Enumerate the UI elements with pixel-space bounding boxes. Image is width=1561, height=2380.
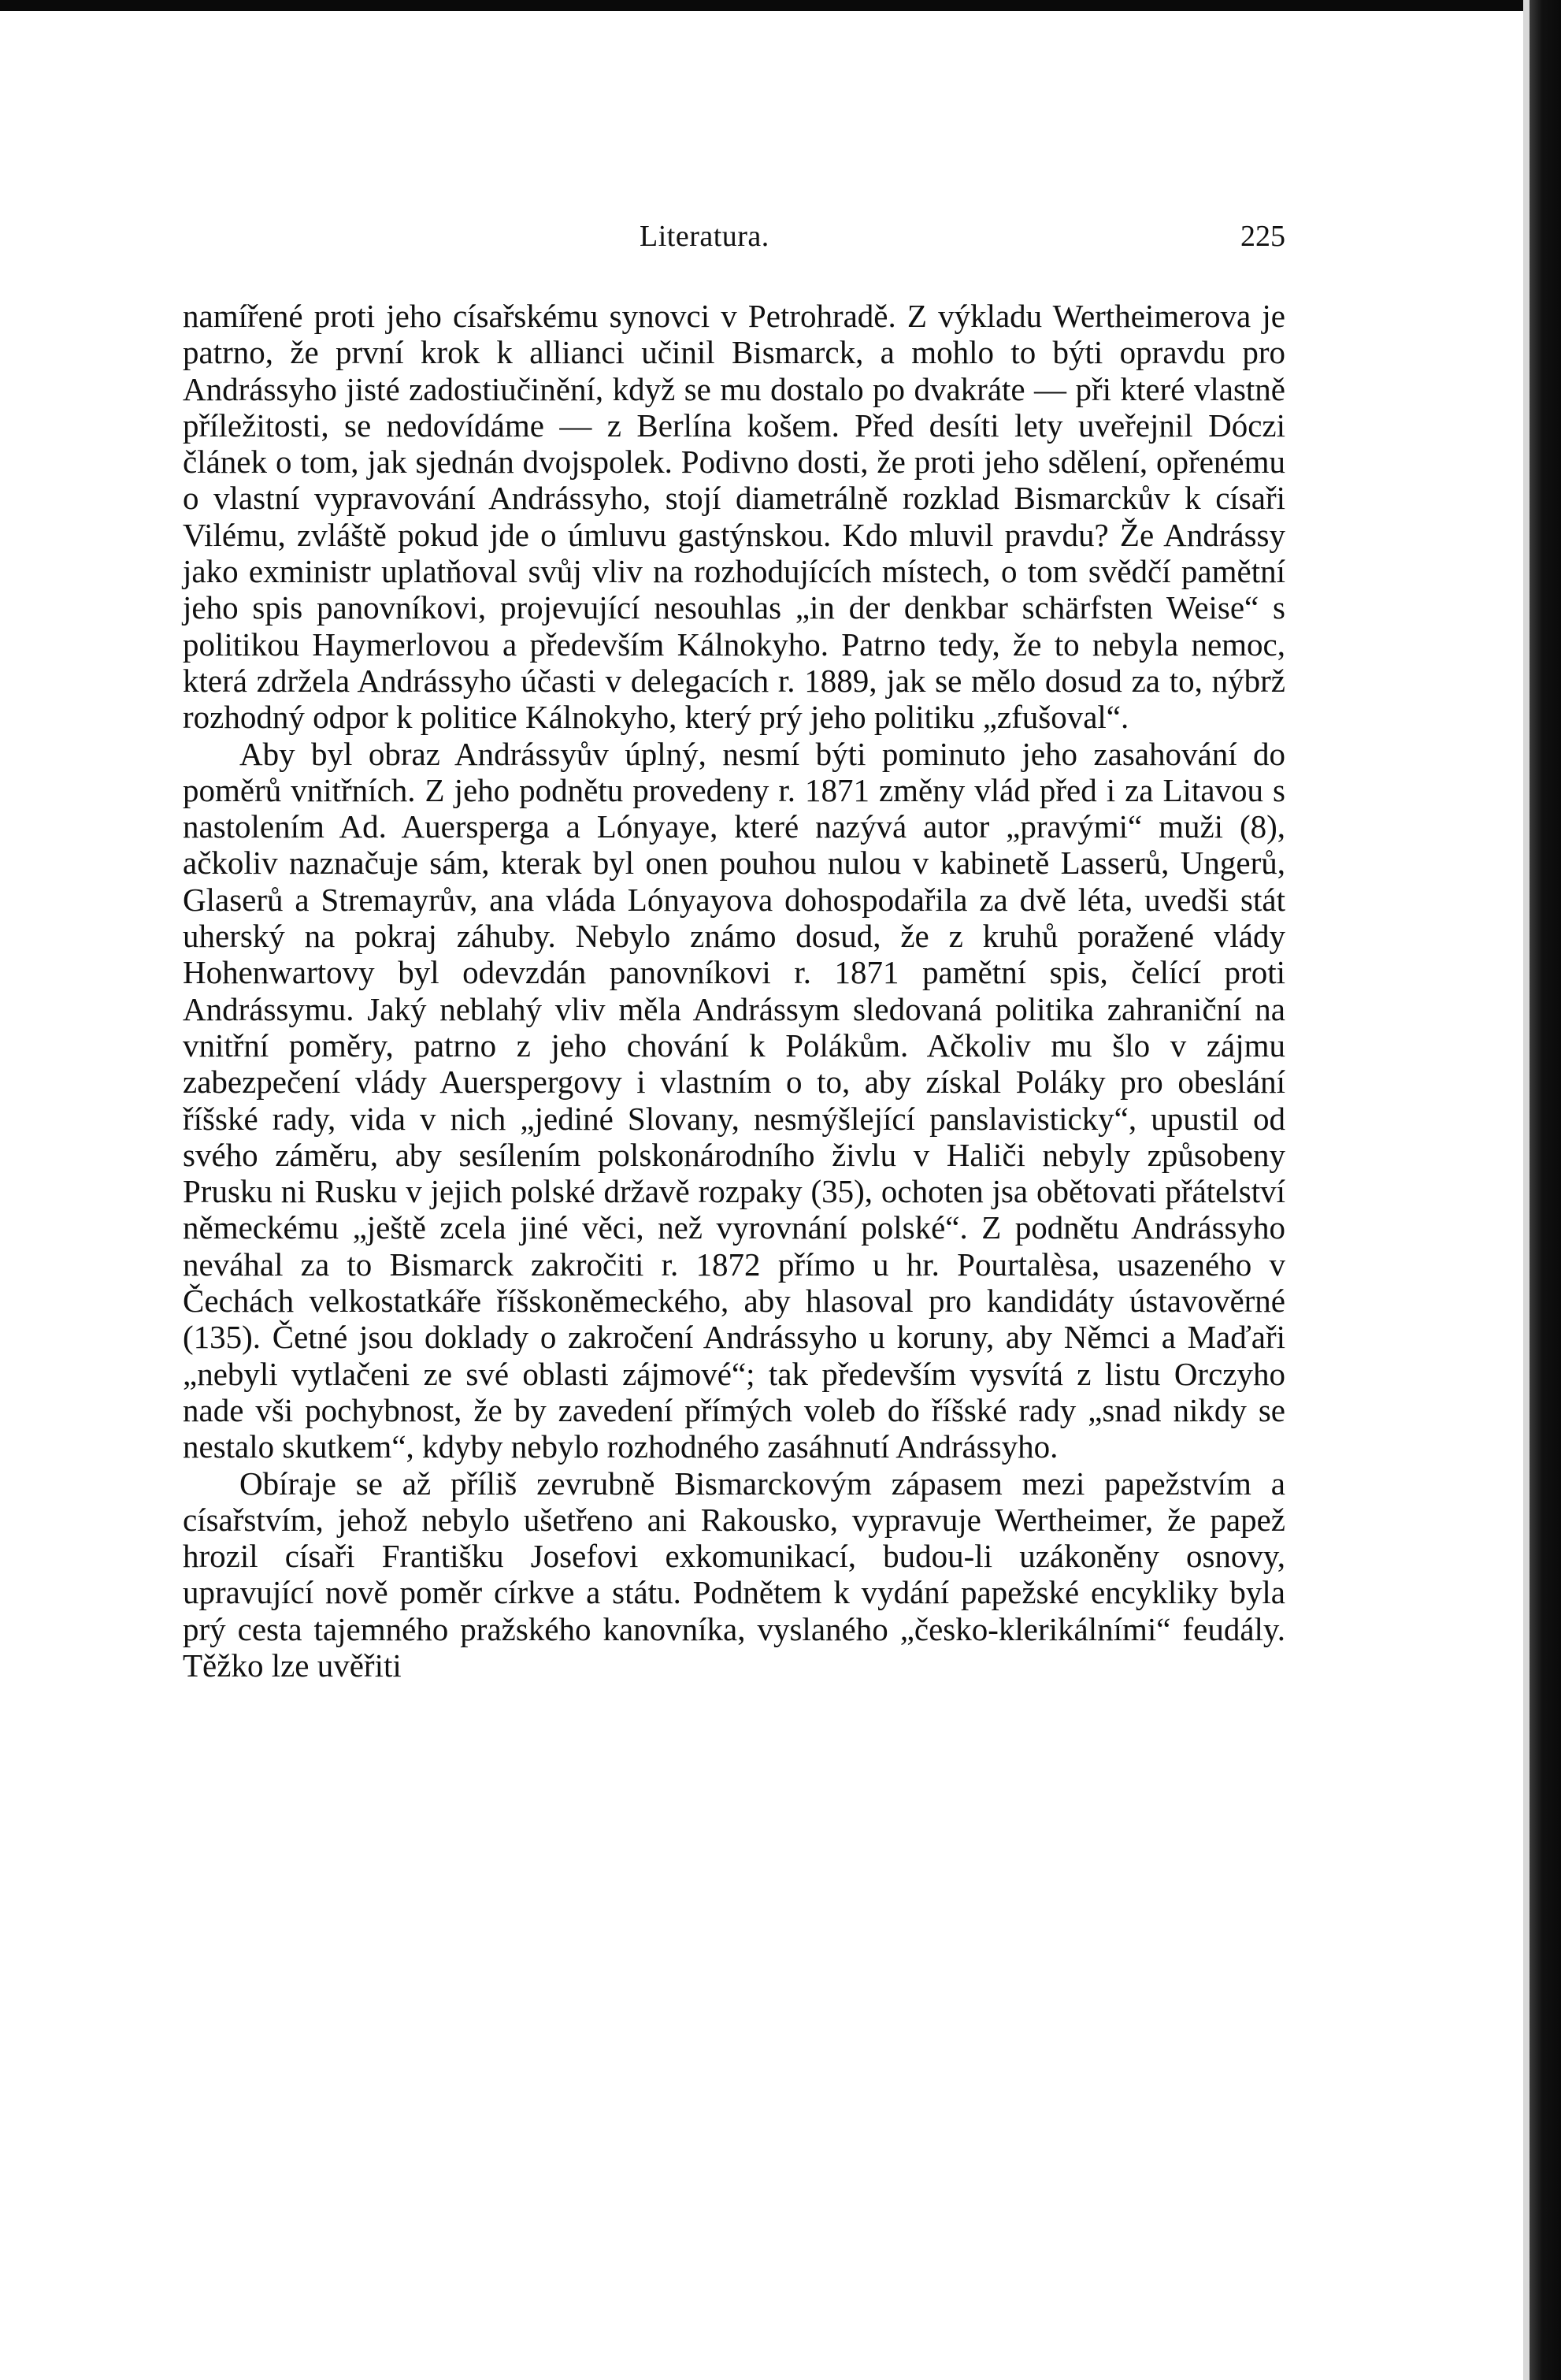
running-head [183, 219, 1285, 258]
scan-top-edge [0, 0, 1561, 11]
paragraph-1: namířené proti jeho císařskému synovci v Petrohradě. Z výkladu Wertheimerova je patrno, že první krok k allianci učinil Bismarck, a mohlo to býti opravdu pro Andrássyho jisté zadostiučinění, když se mu dostalo po dvakráte — při které vlastně příležitosti, se nedovídáme — z Berlína košem. Před desíti lety uveřejnil Dóczi článek o tom, jak sjednán dvojspolek. Podivno dosti, že proti jeho sdělení, opřenému o vlastní vypravování Andrássyho, stojí diametrálně rozklad Bismarckův k císaři Vilému, zvláště pokud jde o úmluvu gastýnskou. Kdo mluvil pravdu? Že Andrássy jako exministr uplatňoval svůj vliv na rozhodujících místech, o tom svědčí pamětní jeho spis panovníkovi, projevující nesouhlas „in der denkbar schärfsten Weise“ s politikou Haymerlovou a především Kálnokyho. Patrno tedy, že to nebyla nemoc, která zdržela Andrássyho účasti v delegacích r. 1889, jak se mělo dosud za to, nýbrž rozhodný odpor k politice Kálnokyho, který prý jeho politiku „zfušoval“. [183, 298, 1285, 736]
page-number: 225 [1240, 220, 1285, 253]
paragraph-3: Obíraje se až příliš zevrubně Bismarckovým zápasem mezi papežstvím a císařstvím, jehož nebylo ušetřeno ani Rakousko, vypravuje Wertheimer, že papež hrozil císaři Františku Josefovi exkomunikací, budou-li uzákoněny osnovy, upravující nově poměr církve a státu. Podnětem k vydání papežské encykliky byla prý cesta tajemného pražského kanovníka, vyslaného „česko-klerikálními“ feudály. Těžko lze uvěřiti [183, 1465, 1285, 1684]
running-title: Literatura. [640, 220, 769, 253]
paragraph-2: Aby byl obraz Andrássyův úplný, nesmí býti pominuto jeho zasahování do poměrů vnitřních. Z jeho podnětu provedeny r. 1871 změny vlád před i za Litavou s nastolením Ad. Auersperga a Lónyaye, které nazývá autor „pravými“ muži (8), ačkoliv naznačuje sám, kterak byl onen pouhou nulou v kabinetě Lasserů, Ungerů, Glaserů a Stremayrův, ana vláda Lónyayova dohospodařila za dvě léta, uvedši stát uherský na pokraj záhuby. Nebylo známo dosud, že z kruhů poražené vlády Hohenwartovy byl odevzdán panovníkovi r. 1871 pamětní spis, čelící proti Andrássymu. Jaký neblahý vliv měla Andrássym sledovaná politika zahraniční na vnitřní poměry, patrno z jeho chování k Polákům. Ačkoliv mu šlo v zájmu zabezpečení vlády Auerspergovy i vlastním o to, aby získal Poláky pro obeslání říšské rady, vida v nich „jediné Slovany, nesmýšlející panslavisticky“, upustil od svého záměru, aby sesílením polskonárodního živlu v Haliči nebyly způsobeny Prusku ni Rusku v jejich polské državě rozpaky (35), ochoten jsa obětovati přátelství německému „ještě zcela jiné věci, než vyrovnání polské“. Z podnětu Andrássyho neváhal za to Bismarck zakročiti r. 1872 přímo u hr. Pourtalèsa, usazeného v Čechách velkostatkáře říšskoněmeckého, aby hlasoval pro kandidáty ústavověrné (135). Četné jsou doklady o zakročení Andrássyho u koruny, aby Němci a Maďaři „nebyli vytlačeni ze své oblasti zájmové“; tak především vysvítá z listu Orczyho nade vši pochybnost, že by zavedení přímých voleb do říšské rady „snad nikdy se nestalo skutkem“, kdyby nebylo rozhodného zasáhnutí Andrássyho. [183, 735, 1285, 1465]
scan-right-edge [1529, 0, 1561, 2380]
body-text [183, 298, 1285, 1684]
scan-right-gap [1523, 0, 1529, 2380]
